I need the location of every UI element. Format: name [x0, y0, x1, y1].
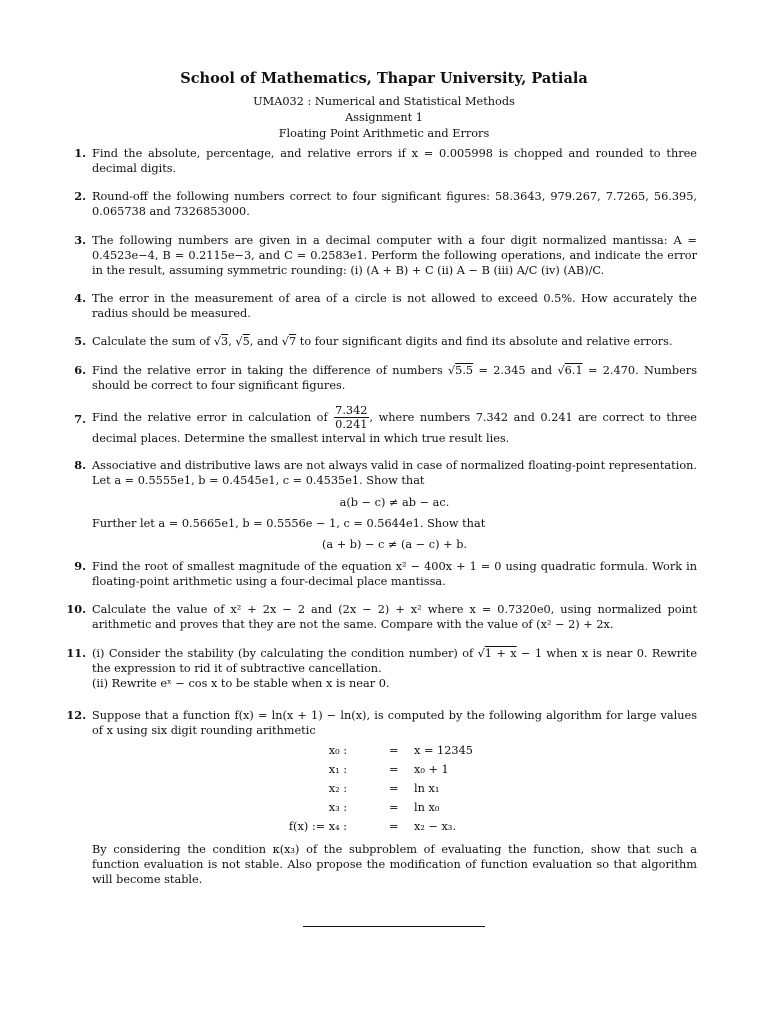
question-text: Calculate the value of x² + 2x − 2 and (2x − 2) + x² where x = 0.7320e0, using normalized point arithmetic and proves that they are not the same. Compare with the value of (x² − 2) + 2x. [92, 603, 697, 631]
square-root: √7 [281, 335, 297, 348]
question-text: Find the relative error in calculation of $\frac{7.342}{0.241}$ , where numbers 7.342 and 0.241 are correct to three decimal places. Determine the smallest interval in which true result lies. [92, 404, 697, 445]
question-text: The error in the measurement of area of a circle is not allowed to exceed 0.5%. How accurately the radius should be measured. [92, 292, 697, 320]
equation-row: f(x) := x₄ : = x₂ − x₃. [288, 820, 457, 833]
question-4 [74, 291, 697, 321]
question-11 [66, 646, 698, 691]
question-8 [74, 458, 697, 552]
question-text: Round-off the following numbers correct to four significant figures: 58.3643, 979.267, 7.7265, 56.395, 0.065738 and 7326853000. [92, 190, 697, 218]
question-2 [74, 189, 697, 219]
square-root: √1 + x [477, 647, 517, 660]
square-root: √5.5 [447, 364, 474, 377]
question-text: Associative and distributive laws are not always valid in case of normalized floating-point representation. Let a = 0.5555e1, b = 0.4545e1, c = 0.4535e1. Show that [92, 459, 697, 487]
question-3 [74, 233, 697, 278]
question-text: Suppose that a function f(x) = ln(x + 1) − ln(x), is computed by the following algorithm for large values of x using six digit rounding arithmetic [92, 709, 697, 737]
question-number: 12. [66, 708, 86, 722]
topic-line: Floating Point Arithmetic and Errors [278, 127, 490, 140]
question-number: 6. [74, 363, 86, 377]
question-text: Calculate the sum of √3, √5, and √7 to four significant digits and find its absolute and relative errors. [92, 335, 673, 348]
question-text: (ii) Rewrite eˣ − cos x to be stable when x is near 0. [92, 677, 390, 690]
question-text: The following numbers are given in a decimal computer with a four digit normalized mantissa: A = 0.4523e−4, B = 0.2115e−3, and C = 0.2583e1. Perform the following operations, and indicate the error in the result, assuming symmetric rounding: (i) (A + B) + C (ii) A − B (iii) A/C (iv) (AB)/C. [92, 234, 697, 277]
question-6 [74, 363, 697, 393]
assignment-line: Assignment 1 [345, 111, 423, 124]
fraction: $\frac{7.342}{0.241}$ [335, 404, 368, 431]
square-root: √6.1 [557, 364, 583, 377]
question-number: 5. [74, 334, 86, 348]
question-text: Find the relative error in taking the difference of numbers √5.5 = 2.345 and √6.1 = 2.470. Numbers should be correct to four significant figures. [92, 364, 697, 392]
equation-row: x₂ : = ln x₁ [328, 782, 440, 795]
question-9 [74, 559, 697, 589]
equation-row: x₀ : = x = 12345 [328, 744, 473, 757]
question-text: Find the absolute, percentage, and relative errors if x = 0.005998 is chopped and rounded to three decimal digits. [92, 147, 697, 175]
question-number: 10. [66, 602, 86, 616]
question-1 [74, 146, 697, 176]
question-12 [66, 708, 697, 887]
square-root: √5 [235, 335, 250, 348]
equation-row: x₁ : = x₀ + 1 [328, 763, 449, 776]
question-number: 9. [74, 559, 86, 573]
page-title: School of Mathematics, Thapar University, Patiala [180, 70, 588, 87]
question-text: Find the root of smallest magnitude of the equation x² − 400x + 1 = 0 using quadratic formula. Work in floating-point arithmetic using a four-decimal place mantissa. [92, 560, 697, 588]
question-text: (i) Consider the stability (by calculating the condition number) of √1 + x − 1 when x is near 0. Rewrite the expression to rid it of subtractive cancellation. [92, 647, 698, 675]
question-text: Further let a = 0.5665e1, b = 0.5556e − 1, c = 0.5644e1. Show that [92, 517, 486, 530]
question-number: 11. [66, 646, 86, 660]
question-number: 2. [74, 189, 86, 203]
course-line: UMA032 : Numerical and Statistical Methods [253, 95, 515, 108]
question-10 [66, 602, 697, 632]
question-number: 1. [74, 146, 86, 160]
question-number: 7. [74, 412, 86, 426]
end-rule [303, 926, 485, 927]
square-root: √3 [213, 335, 229, 348]
question-5 [74, 334, 697, 349]
question-number: 4. [74, 291, 86, 305]
equation: a(b − c) ≠ ab − ac. [339, 496, 450, 509]
question-text: By considering the condition κ(x₃) of the subproblem of evaluating the function, show that such a function evaluation is not stable. Also propose the modification of function evaluation so that algorithm will become stable. [92, 843, 697, 886]
equation: (a + b) − c ≠ (a − c) + b. [321, 538, 468, 551]
question-number: 3. [74, 233, 86, 247]
question-number: 8. [74, 458, 86, 472]
equation-row: x₃ : = ln x₀ [328, 801, 440, 814]
question-7 [74, 404, 697, 446]
algorithm-equations [92, 743, 697, 839]
